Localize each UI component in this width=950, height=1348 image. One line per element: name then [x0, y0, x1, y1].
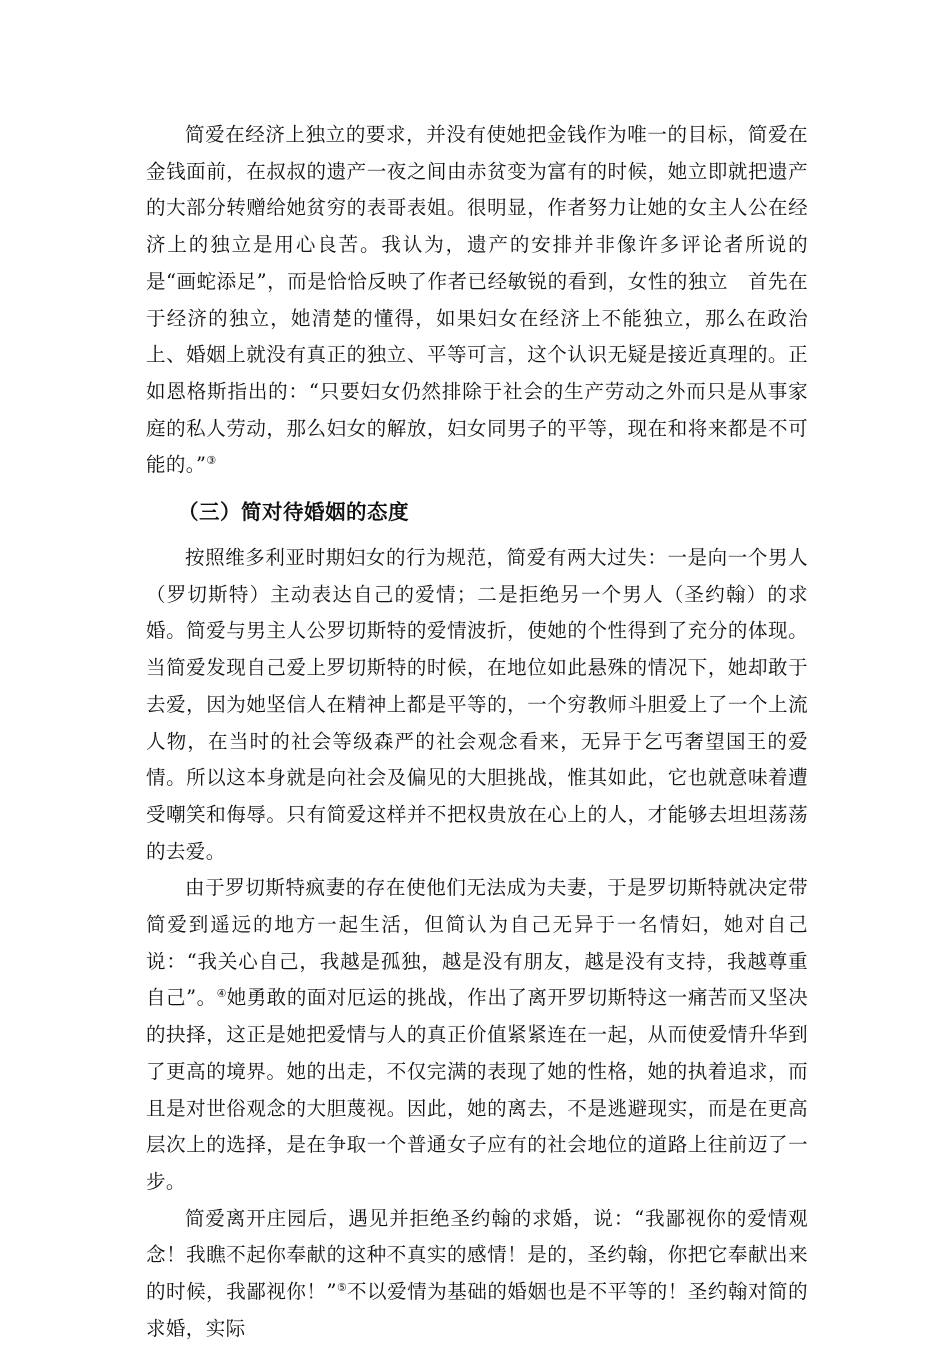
- paragraph-text: 不以爱情为基础的婚姻也是不平等的！圣约翰对简的求婚，实际: [146, 1280, 808, 1340]
- paragraph-text: 她勇敢的面对厄运的挑战，作出了离开罗切斯特这一痛苦而又坚决的抉择，这正是她把爱情与人的真正价值紧紧连在一起，从而使爱情升华到了更高的境界。她的出走，不仅完满的表现了她的性格，她的执着追求，而且是对世俗观念的大胆蔑视。因此，她的离去，不是逃避现实，而是在更高层次上的选择，是在争取一个普通女子应有的社会地位的道路上往前迈了一步。: [146, 986, 808, 1193]
- paragraph-leaving-rochester: [146, 870, 808, 1200]
- footnote-marker-5[interactable]: ⑤: [336, 1281, 347, 1295]
- section-heading: （三）简对待婚姻的态度: [178, 500, 409, 525]
- paragraph-text: 简爱在经济上独立的要求，并没有使她把金钱作为唯一的目标，简爱在金钱面前，在叔叔的遗产一夜之间由赤贫变为富有的时候，她立即就把遗产的大部分转赠给她贫穷的表哥表姐。很明显，作者努力让她的女主人公在经济上的独立是用心良苦。我认为，遗产的安排并非像许多评论者所说的是“画蛇添足”，而是恰恰反映了作者已经敏锐的看到，女性的独立 首先在于经济的独立，她清楚的懂得，如果妇女在经济上不能独立，那么在政治上、婚姻上就没有真正的独立、平等可言，这个认识无疑是接近真理的。正如恩格斯指出的：“只要妇女仍然排除于社会的生产劳动之外而只是从事家庭的私人劳动，那么妇女的解放，妇女同男子的平等，现在和将来都是不可能的。”: [146, 123, 808, 477]
- paragraph-two-faults: 按照维多利亚时期妇女的行为规范，简爱有两大过失：一是向一个男人（罗切斯特）主动表达自己的爱情；二是拒绝另一个男人（圣约翰）的求婚。简爱与男主人公罗切斯特的爱情波折，使她的个性得到了充分的体现。当简爱发现自己爱上罗切斯特的时候，在地位如此悬殊的情况下，她却敢于去爱，因为她坚信人在精神上都是平等的，一个穷教师斗胆爱上了一个上流人物，在当时的社会等级森严的社会观念看来，无异于乞丐奢望国王的爱情。所以这本身就是向社会及偏见的大胆挑战，惟其如此，它也就意味着遭受嘲笑和侮辱。只有简爱这样并不把权贵放在心上的人，才能够去坦坦荡荡的去爱。: [146, 546, 808, 863]
- paragraph-text: 由于罗切斯特疯妻的存在使他们无法成为夫妻，于是罗切斯特就决定带简爱到遥远的地方一起生活，但简认为自己无异于一名情妇，她对自己说：“我关心自己，我越是孤独，越是没有朋友，越是没有支持，我越尊重自己”。: [146, 876, 808, 1010]
- paragraph-text: 简爱离开庄园后，遇见并拒绝圣约翰的求婚，说：“我鄙视你的爱情观念！我瞧不起你奉献的这种不真实的感情！是的，圣约翰，你把它奉献出来的时候，我鄙视你！”: [146, 1206, 808, 1304]
- page-body: [146, 117, 808, 1348]
- paragraph-economic-independence: [146, 117, 808, 484]
- footnote-marker-4[interactable]: ④: [216, 987, 227, 1001]
- footnote-marker-3[interactable]: ③: [206, 454, 217, 468]
- paragraph-rejecting-st-john: [146, 1201, 808, 1348]
